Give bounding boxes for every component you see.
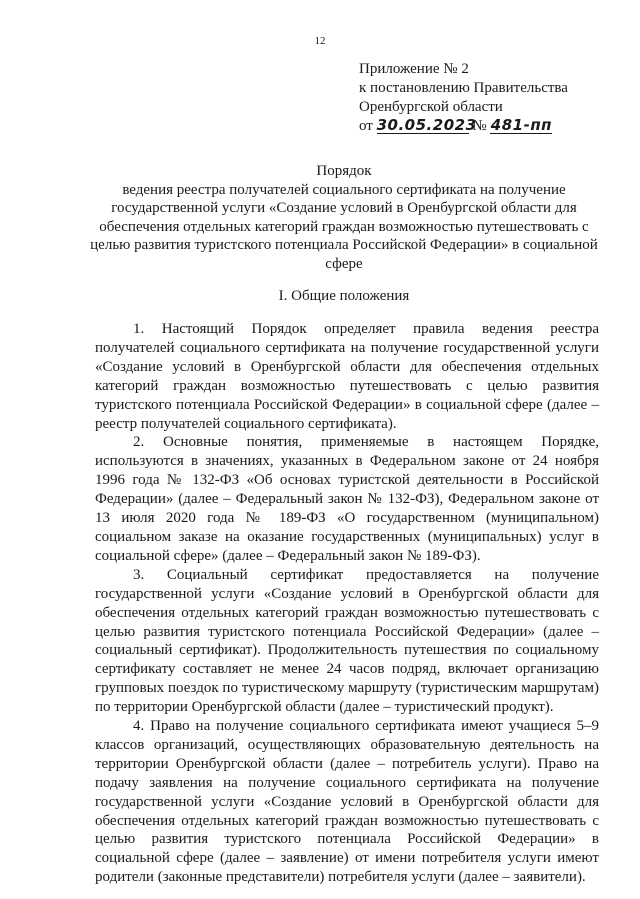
appendix-region-line: Оренбургской области bbox=[359, 99, 503, 115]
paragraph-4: 4. Право на получение социального сертификата имеют учащиеся 5–9 классов организаций, осуществляющих образовательную деятельность на территории Оренбургской области (далее – потребитель услуги). Право на подачу заявления на получение социального сертификата на получение государственной услуги «Создание условий в Оренбургской области для обеспечения отдельных категорий граждан возможностью путешествовать с целью развития туристского потенциала Российской Федерации» в социальной сфере (далее – заявление) от имени потребителя услуги имеют родители (законные представители) потребителя услуги (далее – заявители). bbox=[95, 718, 599, 886]
paragraph-3: 3. Социальный сертификат предоставляется на получение государственной услуги «Создание условий в Оренбургской области для обеспечения отдельных категорий граждан возможностью путешествовать с целью развития туристского потенциала Российской Федерации» (далее – социальный сертификат). Продолжительность путешествия по социальному сертификату составляет не менее 24 часов подряд, включает организацию групповых поездок по туристическому маршруту (туристическим маршрутам) по территории Оренбургской области (далее – туристический продукт). bbox=[95, 566, 599, 716]
appendix-title: Приложение № 2 bbox=[359, 61, 469, 77]
document-title bbox=[90, 162, 598, 274]
handwritten-date: 30.05.2023 bbox=[376, 116, 477, 134]
appendix-header bbox=[359, 60, 568, 136]
title-heading: Порядок bbox=[316, 163, 372, 179]
number-label: № bbox=[472, 118, 487, 134]
appendix-date-line bbox=[359, 117, 568, 136]
paragraph-1: 1. Настоящий Порядок определяет правила ведения реестра получателей социального сертификата на получение государственной услуги «Создание условий в Оренбургской области для обеспечения отдельных категорий граждан возможностью путешествовать с целью развития туристского потенциала Российской Федерации» в социальной сфере (далее – реестр получателей социального сертификата). bbox=[95, 321, 599, 432]
title-subtitle: ведения реестра получателей социального сертификата на получение государственной услуги «Создание условий в Оренбургской области для обеспечения отдельных категорий граждан возможностью путешествовать с целью развития туристского потенциала Российской Федерации» в социальной сфере bbox=[90, 181, 598, 272]
document-body bbox=[95, 320, 599, 887]
from-label: от bbox=[359, 118, 373, 134]
paragraph-2: 2. Основные понятия, применяемые в настоящем Порядке, используются в значениях, указанных в Федеральном законе от 24 ноября 1996 года № 132-ФЗ «Об основах туристской деятельности в Российской Федерации» (далее – Федеральный закон № 132-ФЗ), Федеральном законе от 13 июля 2020 года № 189-ФЗ «О государственном (муниципальном) социальном заказе на оказание государственных (муниципальных) услуг в социальной сфере» (далее – Федеральный закон № 189-ФЗ). bbox=[95, 434, 599, 564]
page-number: 12 bbox=[314, 35, 326, 47]
handwritten-number: 481-пп bbox=[490, 116, 553, 134]
section-heading: I. Общие положения bbox=[278, 288, 410, 304]
appendix-resolution-line: к постановлению Правительства bbox=[359, 80, 568, 96]
